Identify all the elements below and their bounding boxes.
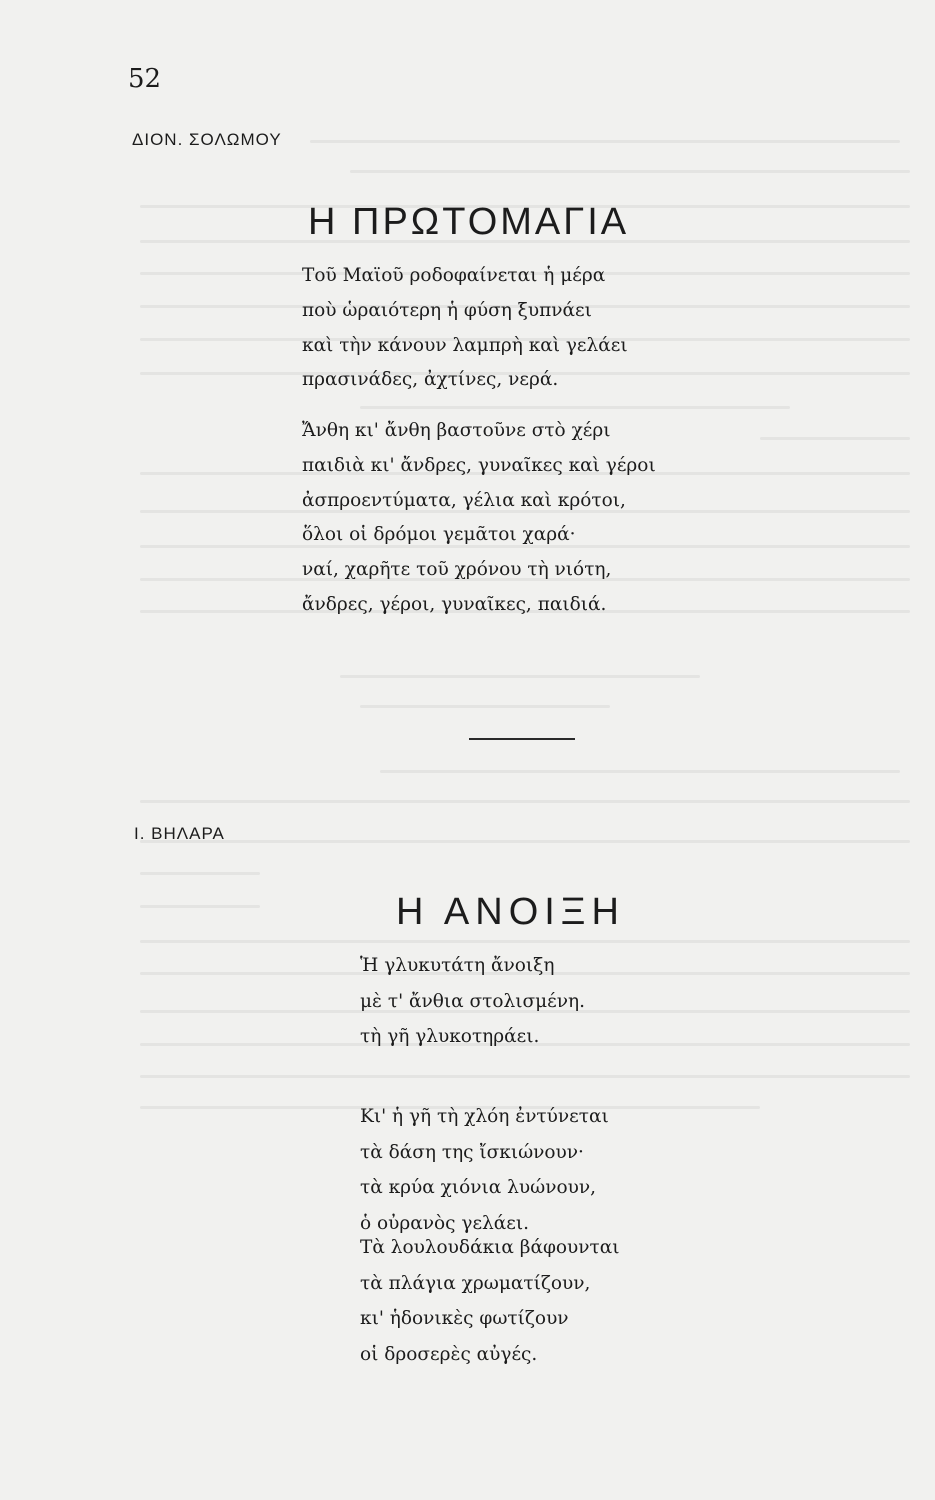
verse-line: οἱ δροσερὲς αὐγές. xyxy=(360,1343,538,1365)
poem-1-stanza-2 xyxy=(302,414,656,623)
verse-line: πρασινάδες, ἀχτίνες, νερά. xyxy=(302,369,559,391)
verse-line: τὰ πλάγια χρωματίζουν, xyxy=(360,1272,591,1294)
verse-line: ὅλοι οἱ δρόμοι γεμᾶτοι χαρά· xyxy=(302,524,576,546)
verse-line: τὰ κρύα χιόνια λυώνουν, xyxy=(360,1177,596,1198)
poem-2-stanza-2 xyxy=(360,1099,609,1241)
verse-line: τὰ δάση της ἴσκιώνουν· xyxy=(360,1141,584,1163)
page-number: 52 xyxy=(128,64,162,94)
verse-line: Ἡ γλυκυτάτη ἄνοιξη xyxy=(360,955,555,976)
verse-line: Κι' ἡ γῆ τὴ χλόη ἐντύνεται xyxy=(360,1106,609,1127)
poem-2-stanza-3 xyxy=(360,1230,620,1372)
verse-line: κι' ἡδονικὲς φωτίζουν xyxy=(360,1308,569,1329)
verse-line: καὶ τὴν κάνουν λαμπρὴ καὶ γελάει xyxy=(302,334,628,356)
verse-line: ὁ οὐρανὸς γελάει. xyxy=(360,1212,529,1234)
poem-2-author: Ι. ΒΗΛΑΡΑ xyxy=(134,824,225,843)
poem-1-title: Η ΠΡΩΤΟΜΑΓΙΑ xyxy=(308,201,630,244)
verse-line: ναί, χαρῆτε τοῦ χρόνου τὴ νιότη, xyxy=(302,559,612,581)
poem-2-stanza-1 xyxy=(360,948,585,1055)
verse-line: ἀσπροεντύματα, γέλια καὶ κρότοι, xyxy=(302,489,626,511)
verse-line: μὲ τ' ἄνθια στολισμένη. xyxy=(360,990,585,1012)
verse-line: Τοῦ Μαϊοῦ ροδοφαίνεται ἡ μέρα xyxy=(302,265,606,286)
verse-line: τὴ γῆ γλυκοτηράει. xyxy=(360,1026,540,1047)
poem-2-title: Η ΑΝΟΙΞΗ xyxy=(396,891,625,934)
poem-1-author: ΔΙΟΝ. ΣΟΛΩΜΟΥ xyxy=(132,130,282,149)
verse-line: Ἄνθη κι' ἄνθη βαστοῦνε στὸ χέρι xyxy=(302,420,611,441)
poem-1-stanza-1 xyxy=(302,259,628,398)
verse-line: ποὺ ὡραιότερη ἡ φύση ξυπνάει xyxy=(302,299,592,321)
verse-line: παιδιὰ κι' ἄνδρες, γυναῖκες καὶ γέροι xyxy=(302,454,656,476)
section-divider xyxy=(469,738,575,740)
verse-line: ἄνδρες, γέροι, γυναῖκες, παιδιά. xyxy=(302,593,607,615)
verse-line: Τὰ λουλουδάκια βάφουνται xyxy=(360,1237,620,1258)
